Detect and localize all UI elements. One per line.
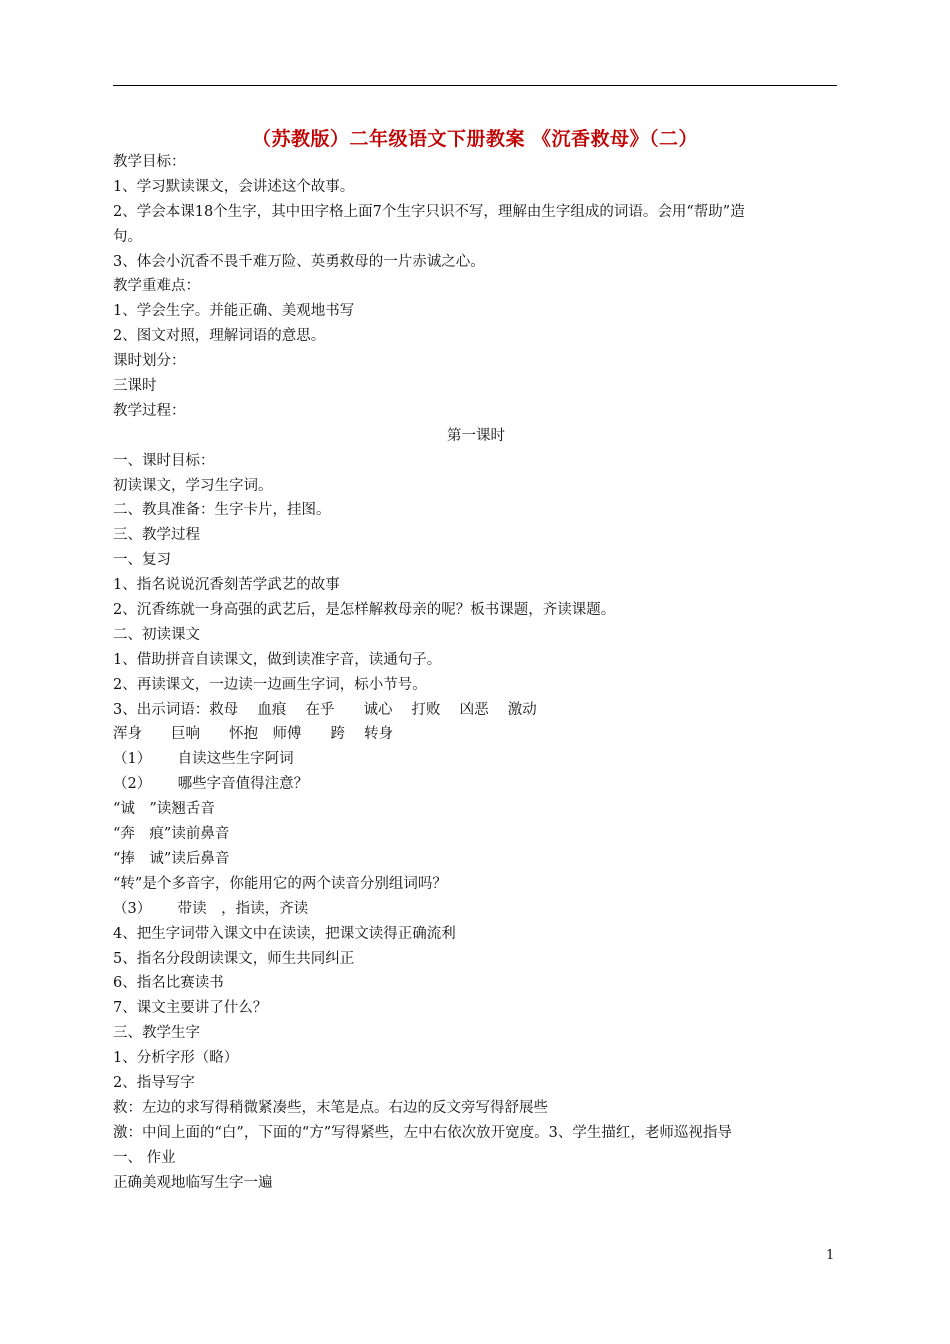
lesson-heading: 第一课时 [447,427,505,444]
text-line: “转”是个多音字，你能用它的两个读音分别组词吗？ [113,875,447,892]
text-line: 1、指名说说沉香刻苦学武艺的故事 [113,577,340,594]
text-line: 救：左边的求写得稍微紧凑些，末笔是点。右边的反文旁写得舒展些 [113,1099,548,1116]
text-line: （1） 自读这些生字阿词 [113,751,294,768]
text-line: “诚 ”读翘舌音 [113,801,215,818]
text-line: 2、图文对照，理解词语的意思。 [113,328,326,345]
text-line: 三课时 [113,378,157,395]
document-body [113,150,839,1195]
section-heading: 课时划分： [113,353,186,370]
text-line: 激：中间上面的“白”，下面的“方”写得紧些，左中右依次放开宽度。3、学生描红，老师巡视指导 [113,1124,732,1141]
page-number: 1 [826,1248,835,1263]
text-line: 二、教具准备：生字卡片，挂图。 [113,502,331,519]
text-line: 浑身 巨响 怀抱 师傅 跨 转身 [113,726,394,743]
text-line: 2、沉香练就一身高强的武艺后，是怎样解救母亲的呢？板书课题，齐读课题。 [113,602,616,619]
text-line: 1、学习默读课文，会讲述这个故事。 [113,178,355,195]
text-line: 教学目标： [113,154,186,170]
text-line: 3、出示词语：救母 血痕 在乎 诚心 打败 凶恶 激动 [113,701,537,718]
text-line: 4、把生字词带入课文中在读读，把课文读得正确流利 [113,925,456,942]
text-line: 三、教学生字 [113,1025,200,1042]
text-line: 2、再读课文，一边读一边画生字词，标小节号。 [113,676,427,693]
document-title: （苏教版）二年级语文下册教案 《沉香救母》（二） [251,128,699,150]
text-line: 6、指名比赛读书 [113,975,224,992]
text-line: “捧 诚”读后鼻音 [113,850,230,867]
text-line: 1、分析字形（略） [113,1050,239,1067]
text-line: 二、初读课文 [113,626,200,643]
text-line: 2、指导写字 [113,1074,195,1091]
text-line: 5、指名分段朗读课文，师生共同纠正 [113,950,355,967]
header-rule [113,85,837,86]
text-line: 一、复习 [113,552,171,569]
text-line: 一、 作业 [113,1149,176,1166]
section-heading: 教学重难点： [113,278,200,295]
text-line: 一、课时目标： [113,452,215,469]
text-line: 正确美观地临写生字一遍 [113,1174,273,1191]
text-line: （3） 带读 ，指读，齐读 [113,900,309,917]
text-line: “奔 痕”读前鼻音 [113,826,230,843]
text-line: 2、学会本课18个生字，其中田字格上面7个生字只识不写，理解由生字组成的词语。会用“帮助”造 [113,203,745,220]
text-line: 句。 [113,228,142,245]
text-line: 7、课文主要讲了什么？ [113,1000,268,1017]
text-line: 1、学会生字。并能正确、美观地书写 [113,303,355,320]
text-line: 三、教学过程 [113,527,200,544]
text-line: （2） 哪些字音值得注意？ [113,776,309,793]
text-line: 初读课文，学习生字词。 [113,477,273,494]
text-line: 3、体会小沉香不畏千难万险、英勇救母的一片赤诚之心。 [113,253,485,270]
section-heading: 教学过程： [113,402,186,419]
text-line: 1、借助拼音自读课文，做到读准字音，读通句子。 [113,651,442,668]
